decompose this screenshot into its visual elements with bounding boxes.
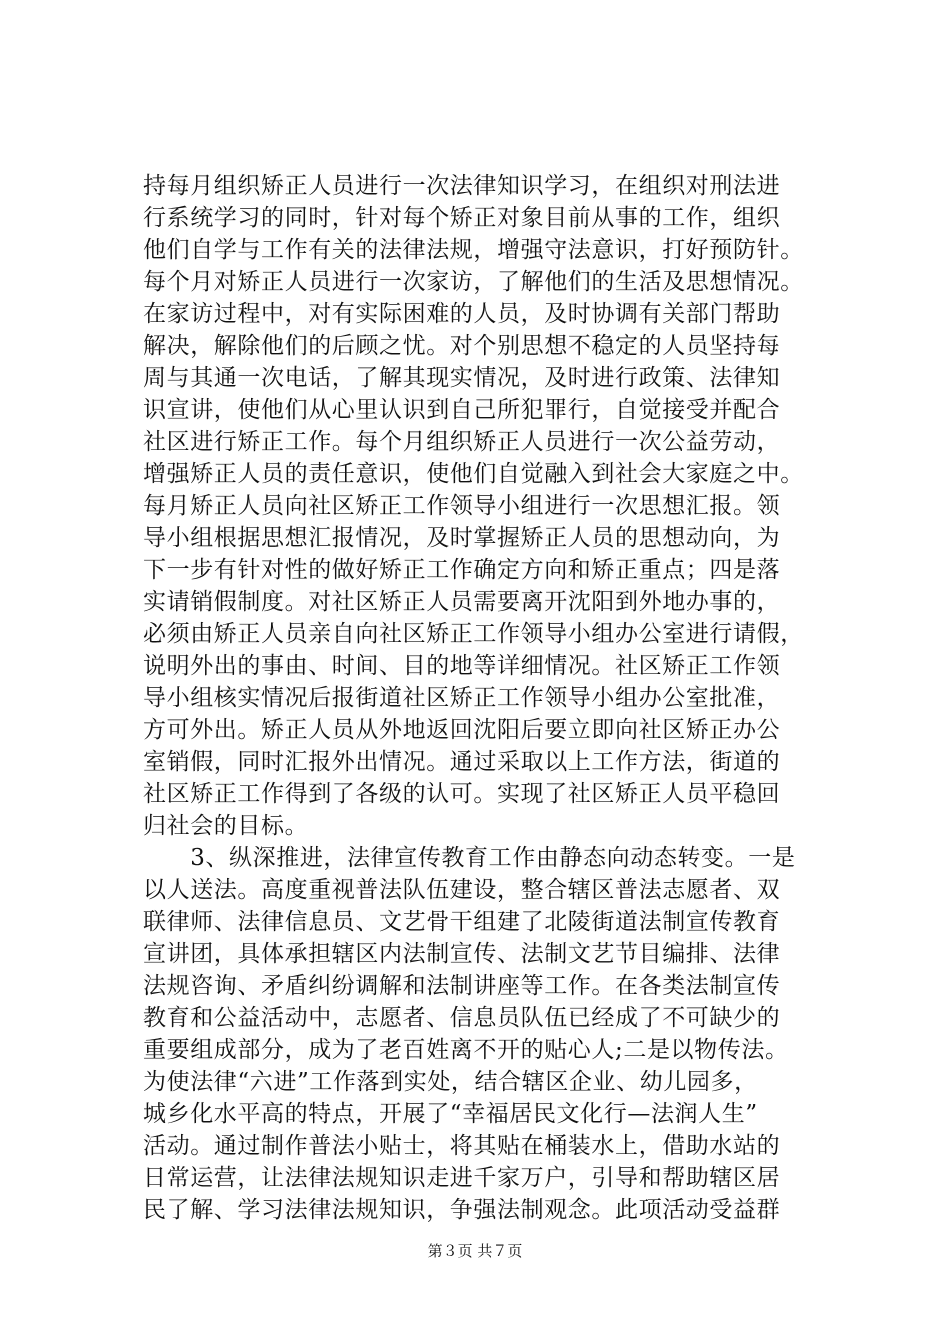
text-line: 行系统学习的同时，针对每个矫正对象目前从事的工作，组织 bbox=[143, 205, 781, 231]
text-line: 民了解、学习法律法规知识，争强法制观念。此项活动受益群 bbox=[143, 1197, 781, 1223]
text-line: 必须由矫正人员亲自向社区矫正工作领导小组办公室进行请假， bbox=[143, 621, 804, 647]
text-line: 为使法律“六进”工作落到实处，结合辖区企业、幼儿园多， bbox=[143, 1069, 758, 1095]
text-line: 社区矫正工作得到了各级的认可。实现了社区矫正人员平稳回 bbox=[143, 781, 781, 807]
text-line: 法规咨询、矛盾纠纷调解和法制讲座等工作。在各类法制宣传 bbox=[143, 973, 781, 999]
text-line: 3、纵深推进，法律宣传教育工作由静态向动态转变。一是 bbox=[143, 845, 796, 871]
text-line: 实请销假制度。对社区矫正人员需要离开沈阳到外地办事的， bbox=[143, 589, 781, 615]
text-line: 识宣讲，使他们从心里认识到自己所犯罪行，自觉接受并配合 bbox=[143, 397, 781, 423]
body-text bbox=[143, 170, 843, 1226]
text-line: 日常运营，让法律法规知识走进千家万户，引导和帮助辖区居 bbox=[143, 1165, 781, 1191]
text-line: 方可外出。矫正人员从外地返回沈阳后要立即向社区矫正办公 bbox=[143, 717, 781, 743]
text-line: 联律师、法律信息员、文艺骨干组建了北陵街道法制宣传教育 bbox=[143, 909, 781, 935]
text-line: 每个月对矫正人员进行一次家访，了解他们的生活及思想情况。 bbox=[143, 269, 804, 295]
text-line: 解决，解除他们的后顾之忧。对个别思想不稳定的人员坚持每 bbox=[143, 333, 781, 359]
text-line: 持每月组织矫正人员进行一次法律知识学习，在组织对刑法进 bbox=[143, 173, 781, 199]
text-line: 宣讲团，具体承担辖区内法制宣传、法制文艺节目编排、法律 bbox=[143, 941, 781, 967]
text-line: 活动。通过制作普法小贴士，将其贴在桶装水上，借助水站的 bbox=[143, 1133, 781, 1159]
text-line: 周与其通一次电话，了解其现实情况，及时进行政策、法律知 bbox=[143, 365, 781, 391]
text-line: 每月矫正人员向社区矫正工作领导小组进行一次思想汇报。领 bbox=[143, 493, 781, 519]
text-line: 室销假，同时汇报外出情况。通过采取以上工作方法，街道的 bbox=[143, 749, 781, 775]
page-footer: 第３页 共７页 bbox=[427, 1242, 523, 1260]
text-line: 教育和公益活动中，志愿者、信息员队伍已经成了不可缺少的 bbox=[143, 1005, 781, 1031]
text-line: 社区进行矫正工作。每个月组织矫正人员进行一次公益劳动， bbox=[143, 429, 781, 455]
text-line: 导小组根据思想汇报情况，及时掌握矫正人员的思想动向，为 bbox=[143, 525, 781, 551]
text-line: 城乡化水平高的特点，开展了“幸福居民文化行—法润人生” bbox=[143, 1101, 758, 1127]
text-line: 说明外出的事由、时间、目的地等详细情况。社区矫正工作领 bbox=[143, 653, 781, 679]
text-line: 他们自学与工作有关的法律法规，增强守法意识，打好预防针。 bbox=[143, 237, 804, 263]
text-line: 以人送法。高度重视普法队伍建设，整合辖区普法志愿者、双 bbox=[143, 877, 781, 903]
text-line: 重要组成部分，成为了老百姓离不开的贴心人;二是以物传法。 bbox=[143, 1037, 789, 1063]
text-line: 归社会的目标。 bbox=[143, 813, 309, 839]
text-line: 在家访过程中，对有实际困难的人员，及时协调有关部门帮助 bbox=[143, 301, 781, 327]
text-line: 导小组核实情况后报街道社区矫正工作领导小组办公室批准， bbox=[143, 685, 781, 711]
text-line: 增强矫正人员的责任意识，使他们自觉融入到社会大家庭之中。 bbox=[143, 461, 804, 487]
text-line: 下一步有针对性的做好矫正工作确定方向和矫正重点；四是落 bbox=[143, 557, 781, 583]
